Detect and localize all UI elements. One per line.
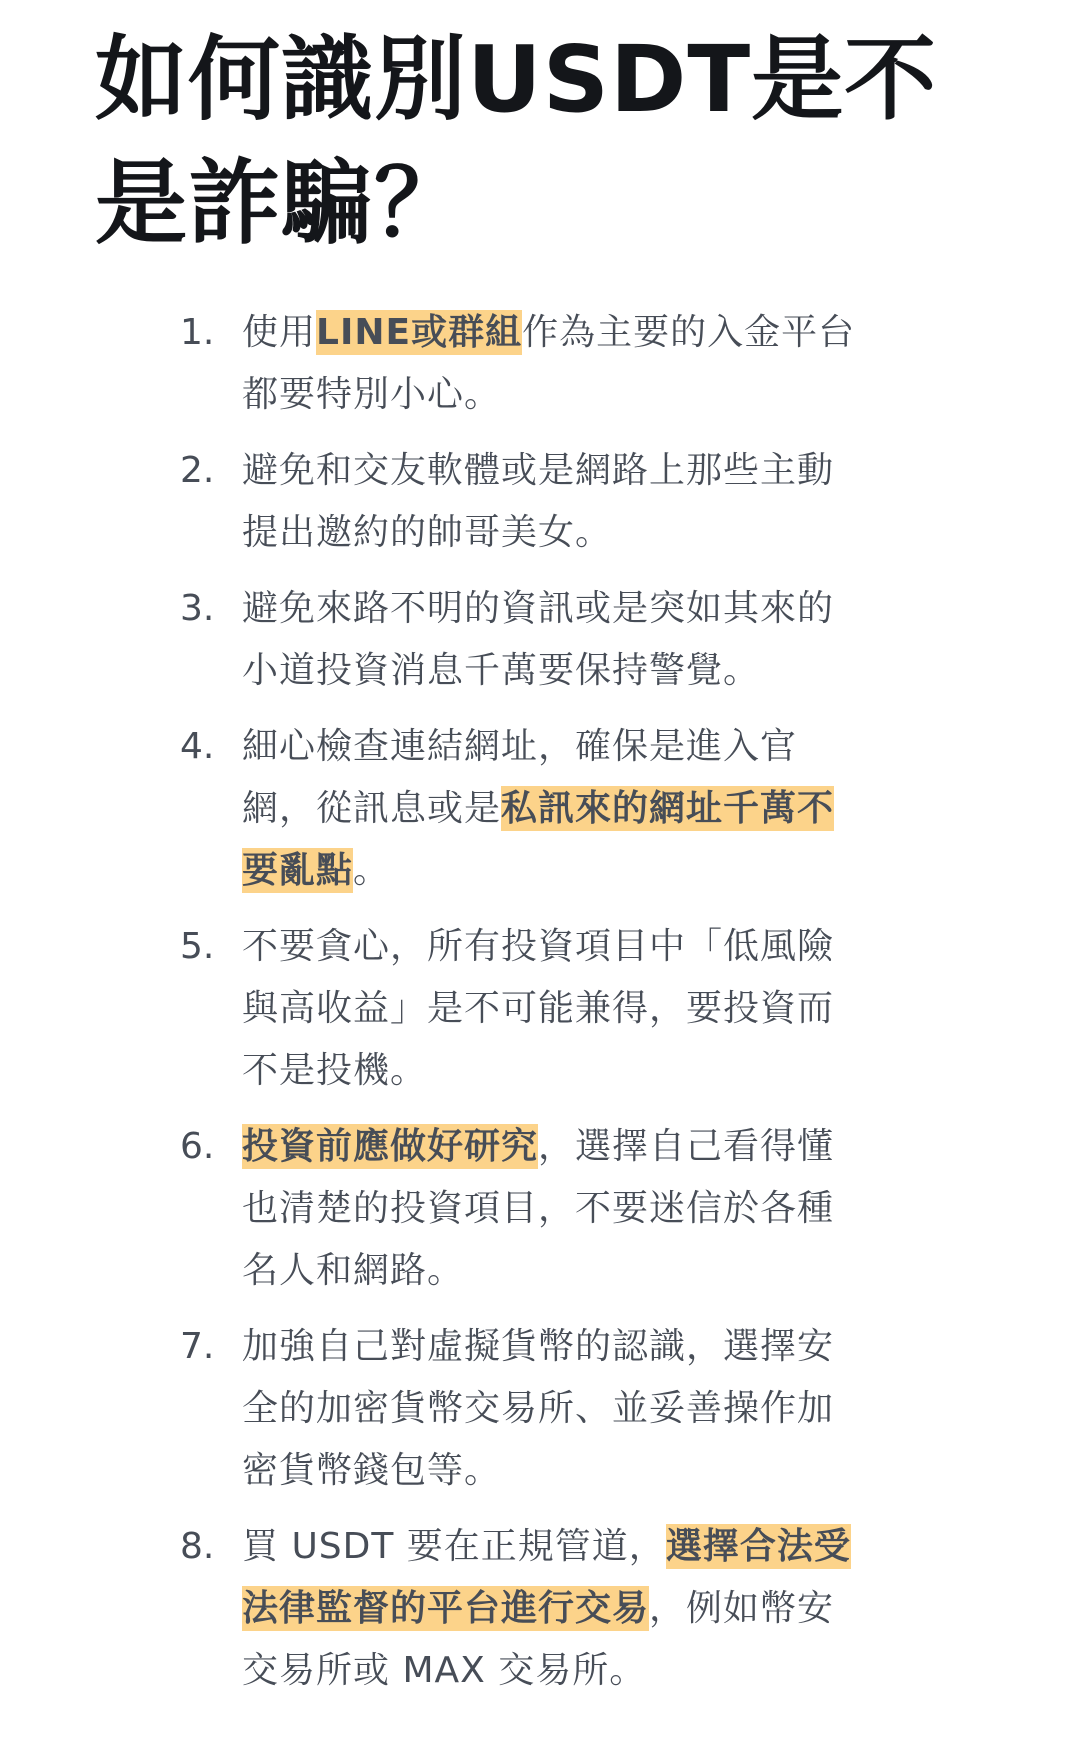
list-item xyxy=(180,440,860,564)
list-item-text xyxy=(242,1116,860,1302)
list-item-number: 3. xyxy=(180,588,215,629)
list-item xyxy=(180,1316,860,1502)
list-item xyxy=(180,302,860,426)
list-item-number: 1. xyxy=(180,312,215,353)
list-item-number: 7. xyxy=(180,1326,215,1367)
list-item-text xyxy=(242,1516,860,1702)
text-segment: 加強自己對虛擬貨幣的認識，選擇安全的加密貨幣交易所、並妥善操作加密貨幣錢包等。 xyxy=(242,1326,835,1491)
page-title: 如何識別USDT是不是詐騙？ xyxy=(95,26,938,257)
list-item-text xyxy=(242,916,860,1102)
highlighted-text: 私訊來的網址千萬不要亂點 xyxy=(242,788,835,891)
list-item-number: 8. xyxy=(180,1526,215,1567)
list-item xyxy=(180,1116,860,1302)
list-item-number: 6. xyxy=(180,1126,215,1167)
text-segment: 細心檢查連結網址，確保是進入官網，從訊息或是 xyxy=(242,726,798,829)
list-item-number: 5. xyxy=(180,926,215,967)
list-item-text xyxy=(242,440,860,564)
text-segment: 避免和交友軟體或是網路上那些主動提出邀約的帥哥美女。 xyxy=(242,450,835,553)
list-item xyxy=(180,578,860,702)
text-segment: 作為主要的入金平台都要特別小心。 xyxy=(242,312,856,415)
highlighted-text: LINE或群組 xyxy=(316,312,523,353)
list-item-text xyxy=(242,578,860,702)
text-segment: ，例如幣安交易所或 MAX 交易所。 xyxy=(242,1588,835,1691)
list-item-text xyxy=(242,716,860,902)
text-segment: ，選擇自己看得懂也清楚的投資項目，不要迷信於各種名人和網路。 xyxy=(242,1126,835,1291)
text-segment: 避免來路不明的資訊或是突如其來的小道投資消息千萬要保持警覺。 xyxy=(242,588,835,691)
highlighted-text: 投資前應做好研究 xyxy=(242,1126,539,1167)
text-segment: 。 xyxy=(353,850,391,891)
list-item-text xyxy=(242,302,860,426)
list-item-number: 4. xyxy=(180,726,215,767)
list-item xyxy=(180,916,860,1102)
list-item-number: 2. xyxy=(180,450,215,491)
text-segment: 不要貪心，所有投資項目中「低風險與高收益」是不可能兼得，要投資而不是投機。 xyxy=(242,926,835,1091)
text-segment: 使用 xyxy=(242,312,317,353)
list-item xyxy=(180,716,860,902)
text-segment: 買 USDT 要在正規管道， xyxy=(242,1526,666,1567)
list-item-text xyxy=(242,1316,860,1502)
list-item xyxy=(180,1516,860,1702)
highlighted-text: 選擇合法受法律監督的平台進行交易 xyxy=(242,1526,851,1629)
tips-list xyxy=(180,302,860,1716)
